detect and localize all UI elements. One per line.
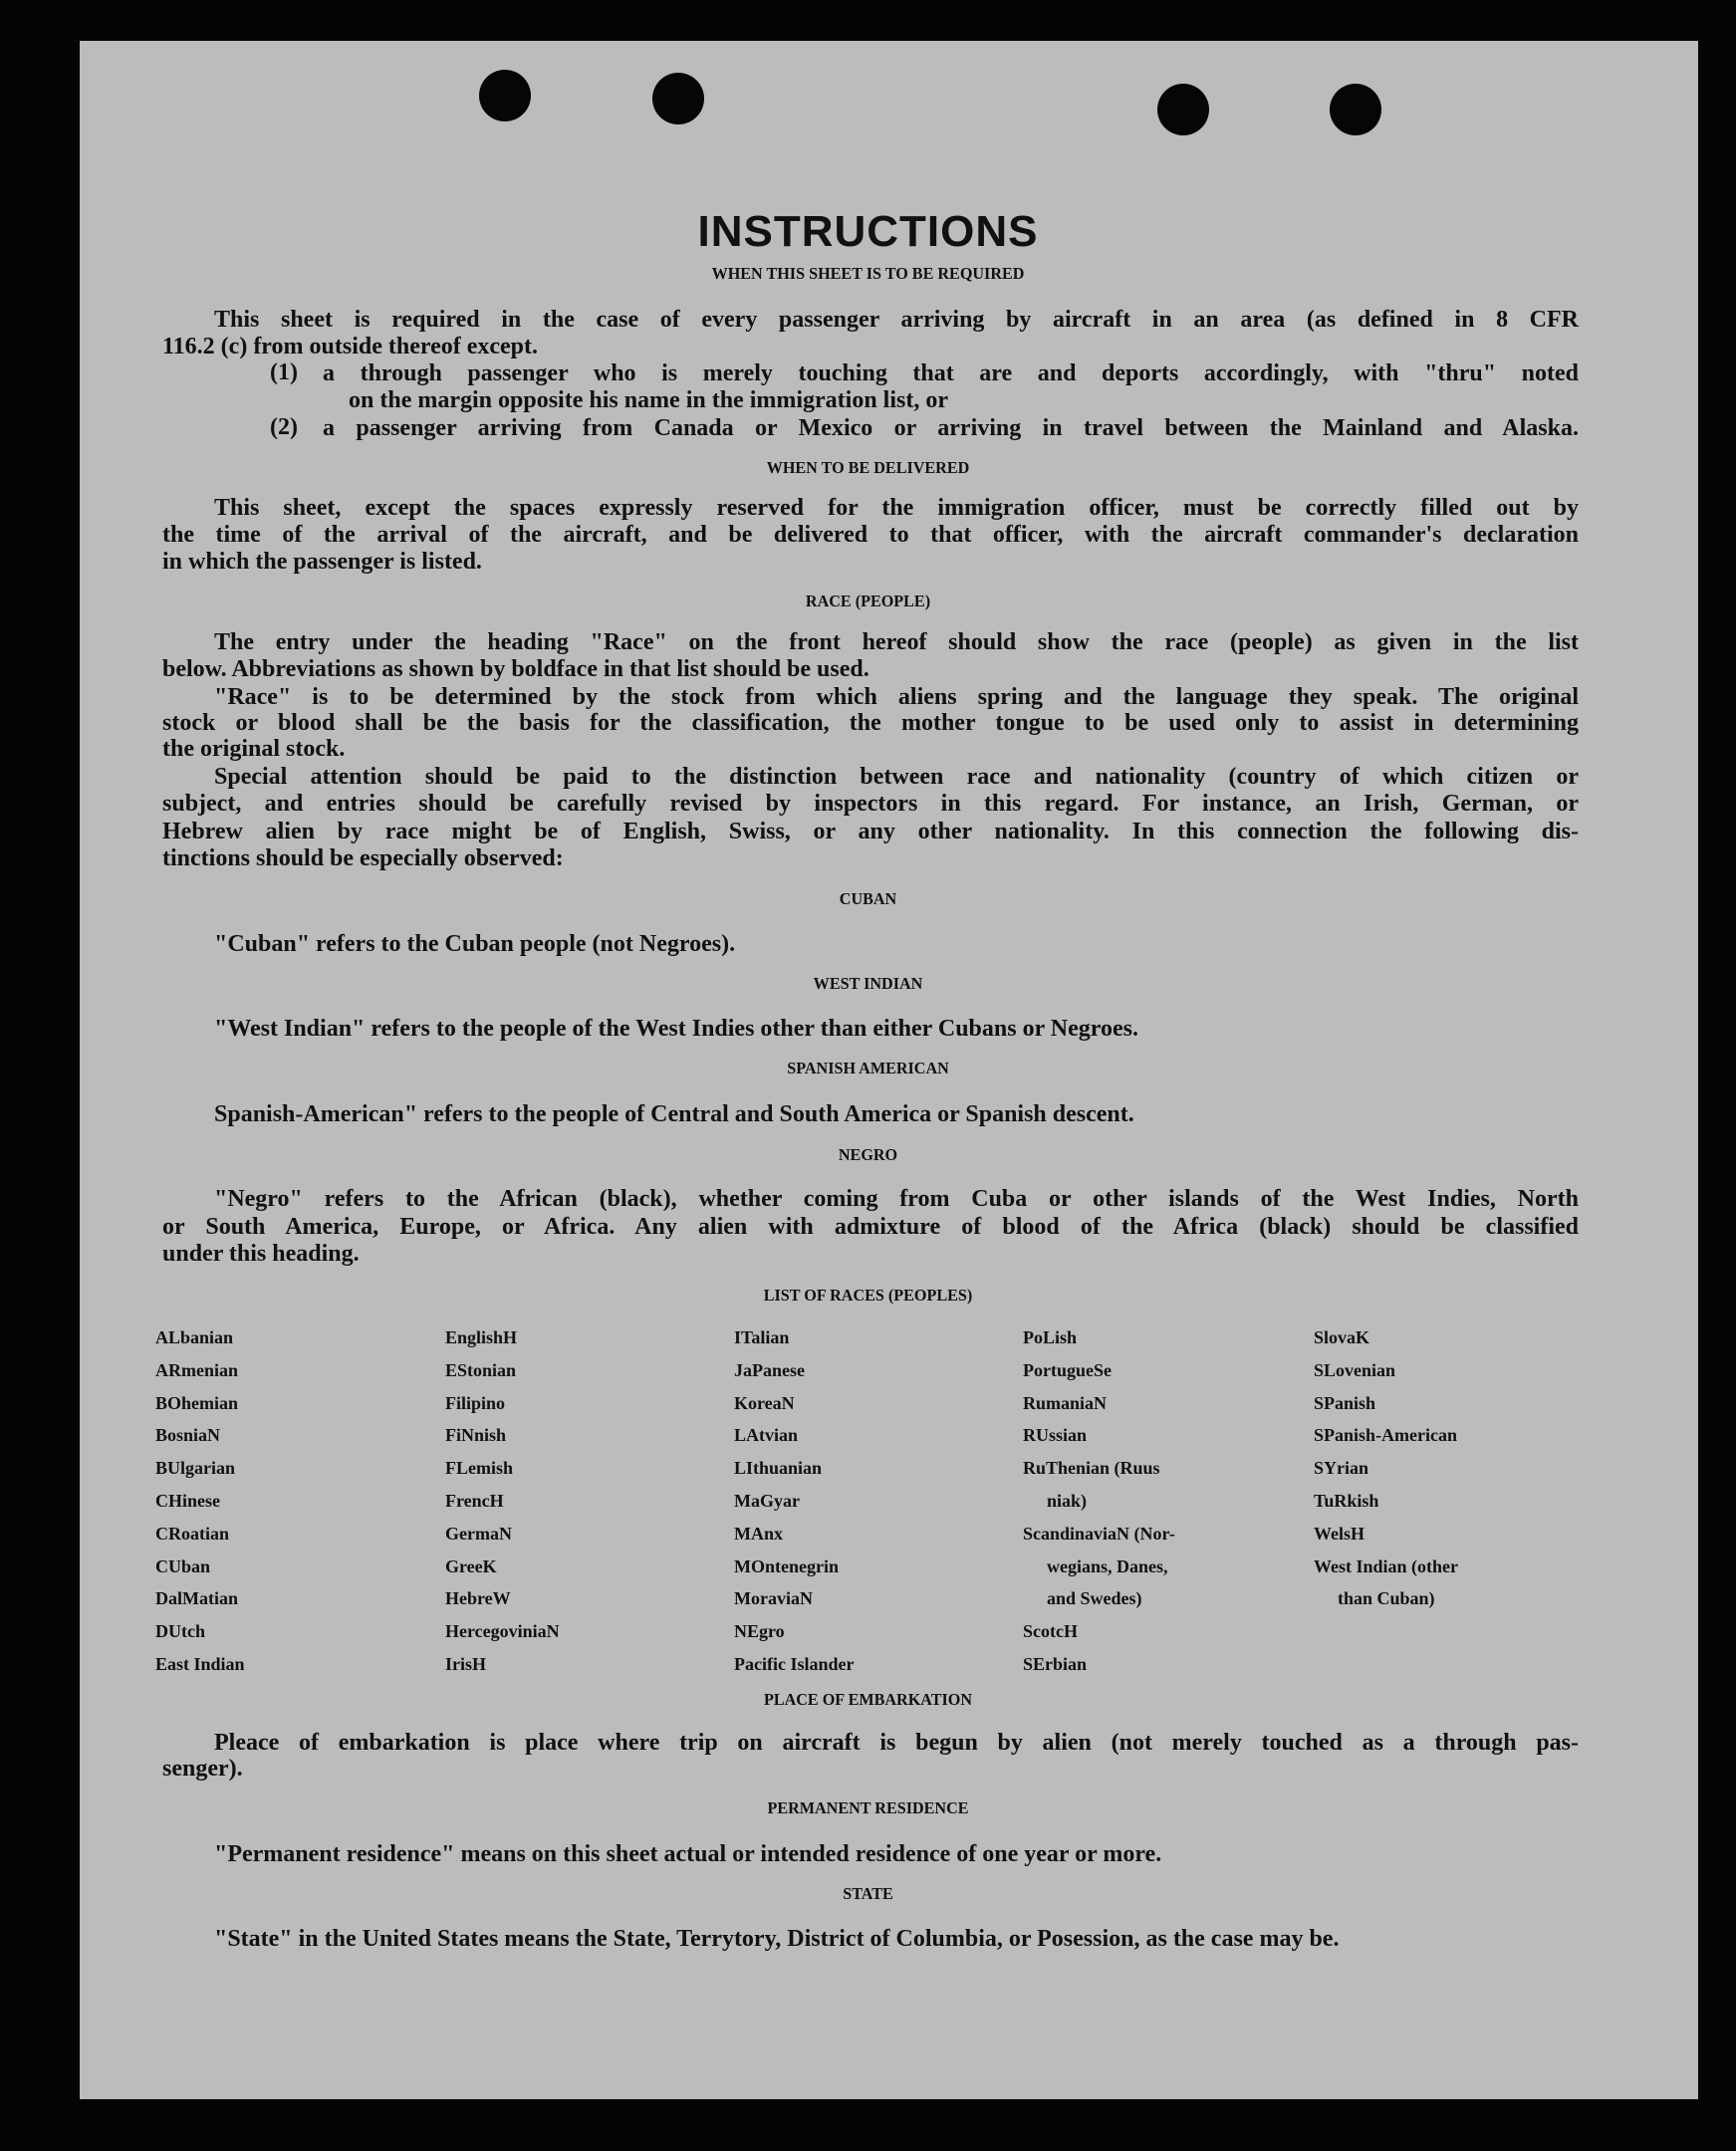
heading-race: RACE (PEOPLE): [805, 592, 931, 610]
page-title: INSTRUCTIONS: [697, 207, 1039, 256]
race-list-item: JaPanese: [734, 1359, 805, 1380]
paragraph-line: a through passenger who is merely touching that are and deports accordingly, with "thru" noted: [323, 360, 1579, 386]
race-list-item: Pacific Islander: [734, 1654, 855, 1674]
heading-state: STATE: [843, 1884, 893, 1903]
paragraph-line: Special attention should be paid to the distinction between race and nationality (country of which citizen or: [214, 764, 1579, 790]
race-list-item: BUlgarian: [155, 1458, 236, 1479]
paragraph-line: Pleace of embarkation is place where trip on aircraft is begun by alien (not merely touched as a through pas-: [214, 1730, 1579, 1756]
race-list-item: and Swedes): [1047, 1588, 1142, 1609]
race-list-item: SPanish-American: [1314, 1425, 1457, 1446]
race-list-item: HebreW: [445, 1588, 511, 1609]
race-list-item: ScotcH: [1023, 1621, 1078, 1642]
race-list-item: IrisH: [445, 1654, 487, 1674]
heading-embarkation: PLACE OF EMBARKATION: [763, 1690, 973, 1709]
race-list-item: CRoatian: [155, 1523, 230, 1544]
race-list-item: ScandinaviaN (Nor-: [1023, 1523, 1175, 1544]
race-list-item: BOhemian: [155, 1392, 239, 1413]
paragraph-line: on the margin opposite his name in the immigration list, or: [349, 387, 949, 413]
race-list-item: SYrian: [1314, 1458, 1369, 1479]
race-list-item: DUtch: [155, 1621, 205, 1642]
race-list-item: RUssian: [1023, 1425, 1088, 1446]
race-list-item: RuThenian (Ruus: [1023, 1458, 1160, 1479]
race-list-item: GermaN: [445, 1523, 512, 1544]
race-list-item: RumaniaN: [1023, 1392, 1108, 1413]
paragraph-line: "Permanent residence" means on this sheet actual or intended residence of one year or more.: [214, 1841, 1162, 1867]
race-list-item: SLovenian: [1314, 1359, 1396, 1380]
heading-residence: PERMANENT RESIDENCE: [767, 1798, 969, 1817]
item-number: (2): [270, 414, 298, 440]
race-list-item: BosniaN: [155, 1425, 221, 1446]
race-list-item: than Cuban): [1338, 1588, 1435, 1609]
race-list-item: FLemish: [445, 1458, 514, 1479]
race-list-item: EStonian: [445, 1359, 517, 1380]
race-list-item: SPanish: [1314, 1392, 1376, 1413]
race-list-item: East Indian: [155, 1654, 245, 1674]
paragraph-line: or South America, Europe, or Africa. Any alien with admixture of blood of the Africa (black) should be classified: [162, 1214, 1579, 1240]
punch-hole: [652, 73, 704, 124]
paragraph-line: "Cuban" refers to the Cuban people (not Negroes).: [214, 931, 736, 957]
race-list-item: MoraviaN: [734, 1588, 813, 1609]
punch-hole: [1330, 84, 1381, 135]
race-list-item: LIthuanian: [734, 1458, 823, 1479]
paragraph-line: "Negro" refers to the African (black), whether coming from Cuba or other islands of the West Indies, North: [214, 1186, 1579, 1212]
paragraph-line: This sheet, except the spaces expressly reserved for the immigration officer, must be correctly filled out by: [214, 495, 1579, 521]
race-list-item: CHinese: [155, 1491, 220, 1511]
heading-list-of-races: LIST OF RACES (PEOPLES): [763, 1286, 973, 1305]
race-list-item: FrencH: [445, 1491, 504, 1511]
race-list-item: SlovaK: [1314, 1327, 1370, 1347]
heading-cuban: CUBAN: [839, 889, 897, 908]
paragraph-line: "State" in the United States means the State, Terrytory, District of Columbia, or Posession, as the case may be.: [214, 1926, 1340, 1952]
race-list-item: DalMatian: [155, 1588, 238, 1609]
paragraph-line: below. Abbreviations as shown by boldface in that list should be used.: [162, 656, 869, 682]
race-list-item: PortugueSe: [1023, 1359, 1112, 1380]
race-list-item: EnglishH: [445, 1327, 518, 1347]
paragraph-line: This sheet is required in the case of every passenger arriving by aircraft in an area (as defined in 8 CFR: [214, 307, 1579, 333]
race-list-item: ALbanian: [155, 1327, 234, 1347]
race-list-item: KoreaN: [734, 1392, 795, 1413]
heading-spanish-american: SPANISH AMERICAN: [787, 1059, 949, 1077]
paragraph-line: in which the passenger is listed.: [162, 549, 482, 575]
race-list-item: ITalian: [734, 1327, 790, 1347]
paragraph-line: a passenger arriving from Canada or Mexico or arriving in travel between the Mainland and Alaska.: [323, 415, 1579, 441]
race-list-item: MaGyar: [734, 1491, 800, 1511]
race-list-item: SErbian: [1023, 1654, 1088, 1674]
heading-delivered: WHEN TO BE DELIVERED: [766, 458, 970, 477]
race-list-item: LAtvian: [734, 1425, 799, 1446]
paragraph-line: the time of the arrival of the aircraft, and be delivered to that officer, with the aircraft commander's declaration: [162, 522, 1579, 548]
race-list-item: WelsH: [1314, 1523, 1365, 1544]
paragraph-line: under this heading.: [162, 1241, 360, 1267]
heading-west-indian: WEST INDIAN: [813, 974, 923, 993]
race-list-item: TuRkish: [1314, 1491, 1379, 1511]
paragraph-line: subject, and entries should be carefully revised by inspectors in this regard. For instance, an Irish, German, or: [162, 791, 1579, 817]
race-list-item: NEgro: [734, 1621, 785, 1642]
paragraph-line: The entry under the heading "Race" on the front hereof should show the race (people) as given in the list: [214, 629, 1579, 655]
paragraph-line: stock or blood shall be the basis for the classification, the mother tongue to be used only to assist in determining: [162, 710, 1579, 736]
heading-negro: NEGRO: [838, 1145, 898, 1164]
race-list-item: GreeK: [445, 1555, 497, 1576]
race-list-item: MOntenegrin: [734, 1555, 839, 1576]
race-list-item: FiNnish: [445, 1425, 507, 1446]
paragraph-line: senger).: [162, 1756, 243, 1782]
race-list-item: West Indian (other: [1314, 1555, 1459, 1576]
item-number: (1): [270, 359, 298, 385]
paragraph-line: Spanish-American" refers to the people of Central and South America or Spanish descent.: [214, 1101, 1134, 1127]
race-list-item: niak): [1047, 1491, 1088, 1511]
paragraph-line: tinctions should be especially observed:: [162, 845, 564, 871]
paragraph-line: the original stock.: [162, 736, 346, 762]
race-list-item: CUban: [155, 1555, 211, 1576]
race-list-item: wegians, Danes,: [1047, 1555, 1168, 1576]
race-list-item: PoLish: [1023, 1327, 1078, 1347]
race-list-item: Filipino: [445, 1392, 506, 1413]
paragraph-line: Hebrew alien by race might be of English, Swiss, or any other nationality. In this connection the following dis-: [162, 819, 1579, 844]
punch-hole: [479, 70, 531, 121]
punch-hole: [1157, 84, 1209, 135]
paragraph-line: 116.2 (c) from outside thereof except.: [162, 334, 539, 359]
race-list-item: HercegoviniaN: [445, 1621, 560, 1642]
paragraph-line: "Race" is to be determined by the stock from which aliens spring and the language they speak. The original: [214, 684, 1579, 710]
race-list-item: ARmenian: [155, 1359, 239, 1380]
race-list-item: MAnx: [734, 1523, 783, 1544]
paragraph-line: "West Indian" refers to the people of the West Indies other than either Cubans or Negroes.: [214, 1016, 1138, 1042]
heading-required: WHEN THIS SHEET IS TO BE REQUIRED: [711, 264, 1025, 283]
